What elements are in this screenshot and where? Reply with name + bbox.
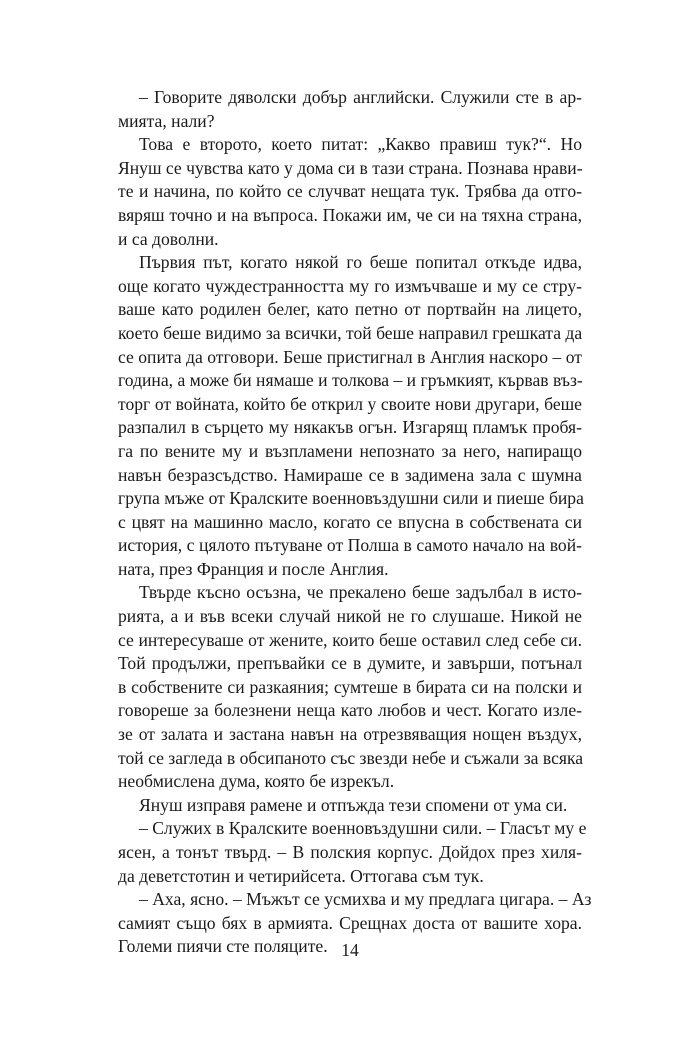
- text-line: вяряш точно и на въпроса. Покажи им, че си на тяхна страна,: [118, 204, 582, 225]
- text-line: да деветстотин и четирийсета. Оттогава съм тук.: [118, 865, 484, 886]
- text-line: га по вените му и възпламени непознато за него, напиращо: [118, 440, 582, 461]
- text-line: ясен, а тонът твърд. – В полския корпус. Дойдох през хиля-: [118, 842, 582, 862]
- text-line: разпалил в сърцето му някакъв огън. Изгарящ пламък пробя-: [118, 417, 582, 438]
- text-line: история, с цялото пътуване от Полша в самото начало на вой-: [118, 535, 582, 556]
- text-line: Той продължи, препъвайки се в думите, и завърши, потънал: [118, 653, 582, 674]
- text-line: група мъже от Кралските военновъздушни сили и пиеше бира: [118, 488, 584, 509]
- text-line: в собствените си разкаяния; сумтеше в бирата си на полски и: [118, 676, 582, 697]
- text-line: което беше видимо за всички, той беше направил грешката да: [118, 322, 583, 343]
- text-line: Януш изправя рамене и отпъжда тези спомени от ума си.: [139, 794, 568, 815]
- text-line: Това е второто, което питат: „Какво правиш тук?“. Но: [139, 134, 582, 155]
- text-line: – Служих в Кралските военновъздушни сили. – Гласът му е: [139, 818, 587, 839]
- text-line: – Аха, ясно. – Мъжът се усмихва и му предлага цигара. – Аз: [139, 889, 592, 910]
- text-line: необмислена дума, която бе изрекъл.: [118, 771, 395, 792]
- text-line: Първия път, когато някой го беше попитал откъде идва,: [139, 252, 582, 273]
- text-line: година, а може би нямаше и толкова – и гръмкият, кървав въз-: [118, 370, 583, 391]
- text-line: рията, а и във всеки случай никой не го слушаше. Никой не: [118, 606, 582, 627]
- text-line: торг от войната, който бе открил у своите нови другари, беше: [118, 393, 582, 414]
- text-line: мията, нали?: [118, 110, 215, 131]
- text-line: той се загледа в обсипаното със звезди небе и съжали за всяка: [118, 747, 584, 768]
- text-line: с цвят на машинно масло, когато се впусна в собствената си: [118, 511, 582, 532]
- body-text: [118, 86, 592, 959]
- text-line: се опита да отговори. Беше пристигнал в Англия наскоро – от: [118, 346, 582, 367]
- text-line: се интересуваше от жените, които беше оставил след себе си.: [118, 629, 582, 650]
- text-line: и са доволни.: [118, 228, 219, 249]
- text-line: Твърде късно осъзна, че прекалено беше задълбал в исто-: [139, 582, 582, 603]
- text-line: ната, през Франция и после Англия.: [118, 558, 389, 579]
- text-line: – Говорите дяволски добър английски. Служили сте в ар-: [139, 87, 582, 107]
- text-line: Януш се чувства като у дома си в тази страна. Познава нрави-: [118, 157, 583, 178]
- text-line: ваше като родилен белег, като петно от портвайн на лицето,: [118, 299, 582, 320]
- text-line: зе от залата и застана навън на отрезвяващия нощен въздух,: [118, 724, 582, 745]
- page-number: 14: [341, 940, 359, 960]
- text-line: те и начина, по който се случват нещата тук. Трябва да отго-: [118, 181, 582, 202]
- text-line: Големи пиячи сте поляците.: [118, 936, 328, 957]
- text-line: още когато чуждестранността му го измъчваше и му се стру-: [118, 275, 582, 296]
- text-line: самият също бях в армията. Срещнах доста от вашите хора.: [118, 912, 582, 933]
- text-line: говореше за болезнени неща като любов и чест. Когато изле-: [118, 700, 582, 721]
- text-line: навън безразсъдство. Намираше се в задимена зала с шумна: [118, 464, 582, 485]
